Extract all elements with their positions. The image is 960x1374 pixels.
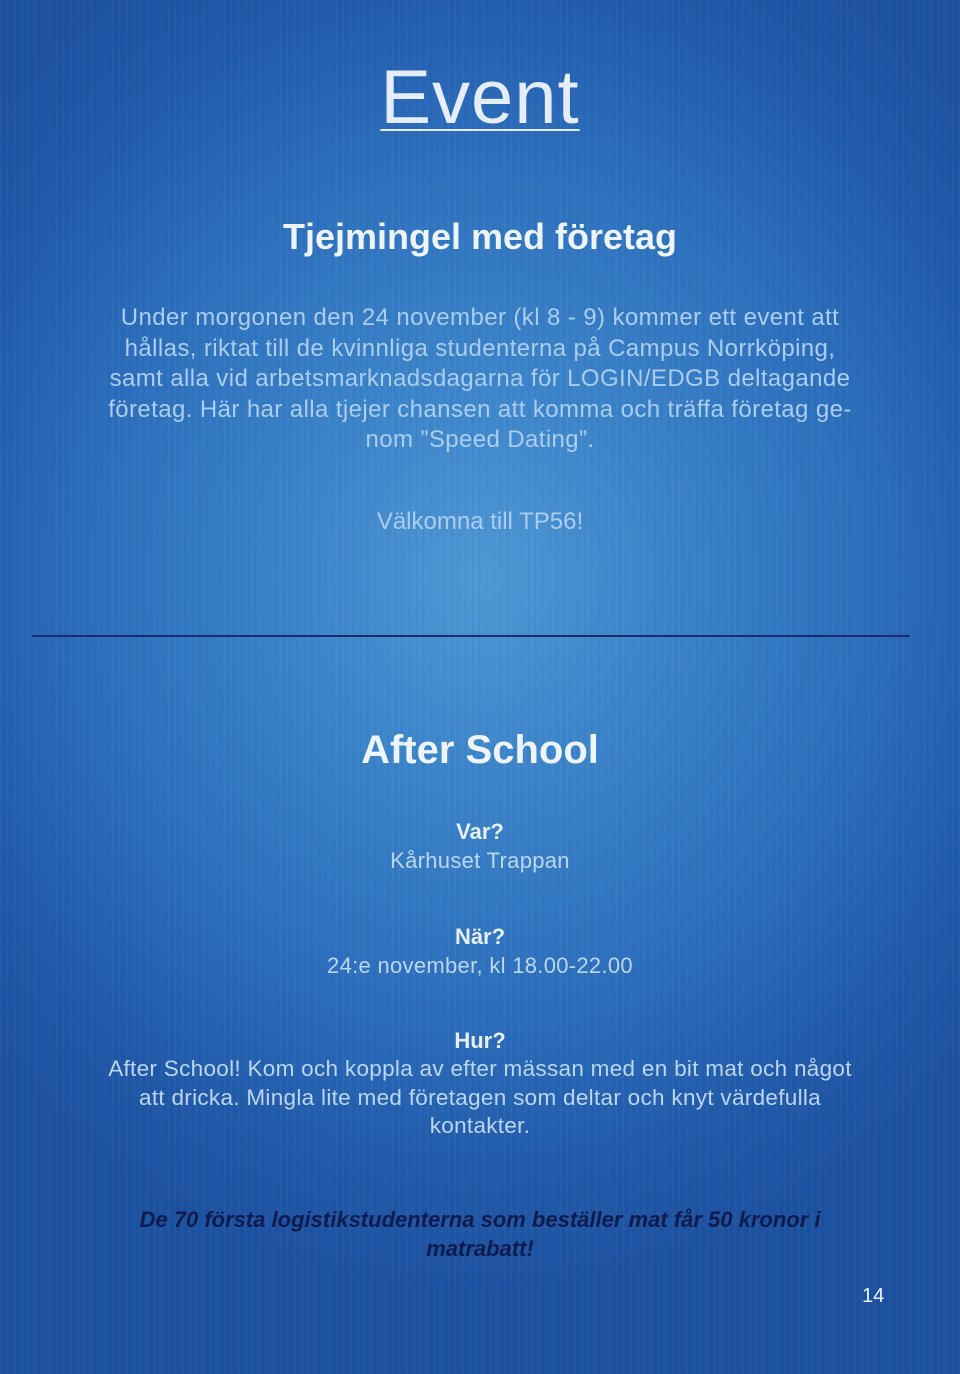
section-heading-tjejmingel: Tjejmingel med företag: [282, 216, 678, 257]
when-label: När?: [454, 924, 506, 949]
how-line: After School! Kom och koppla av efter mässan med en bit mat och något: [108, 1056, 852, 1081]
offer-line: matrabatt!: [426, 1236, 534, 1261]
where-label: Var?: [456, 819, 504, 844]
description-line: nom ”Speed Dating”.: [365, 426, 595, 453]
description-line: Under morgonen den 24 november (kl 8 - 9) kommer ett event att: [120, 304, 840, 331]
tjejmingel-description: [0, 303, 960, 456]
discount-offer: [0, 1205, 960, 1263]
how-line: att dricka. Mingla lite med företagen som deltar och knyt värdefulla: [139, 1084, 821, 1110]
how-label: Hur?: [454, 1028, 506, 1053]
welcome-text: Välkomna till TP56!: [376, 508, 584, 535]
offer-line: De 70 första logistikstudenterna som beställer mat får 50 kronor i: [139, 1207, 821, 1232]
description-line: samt alla vid arbetsmarknadsdagarna för LOGIN/EDGB deltagande: [109, 365, 851, 392]
section-divider: [32, 635, 910, 637]
page-number: 14: [862, 1285, 885, 1307]
how-line: kontakter.: [429, 1113, 531, 1138]
when-value: 24:e november, kl 18.00-22.00: [327, 953, 633, 978]
page-title: Event: [380, 55, 580, 140]
how-description: [0, 1055, 960, 1141]
where-value: Kårhuset Trappan: [390, 848, 570, 873]
description-line: företag. Här har alla tjejer chansen att komma och träffa företag ge-: [108, 395, 852, 423]
description-line: hållas, riktat till de kvinnliga studenterna på Campus Norrköping,: [124, 334, 836, 362]
section-heading-after-school: After School: [361, 728, 599, 772]
